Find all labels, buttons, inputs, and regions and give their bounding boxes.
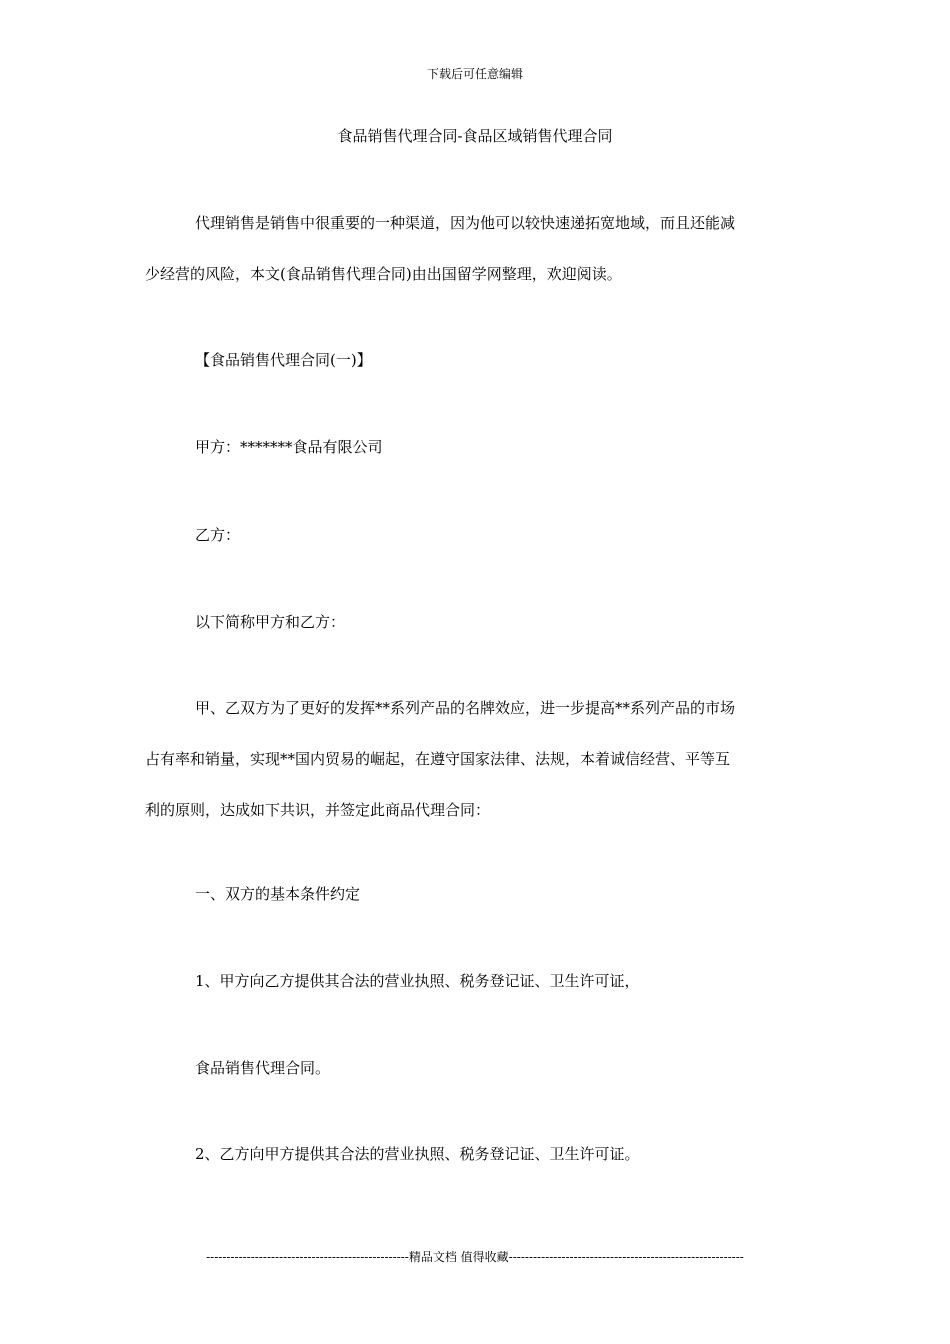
clause-1-continuation: 食品销售代理合同。: [195, 1059, 331, 1077]
document-title: 食品销售代理合同-食品区域销售代理合同: [337, 127, 613, 145]
preamble-line-2: 占有率和销量，实现**国内贸易的崛起，在遵守国家法律、法规，本着诚信经营、平等互: [145, 750, 731, 768]
party-b: 乙方：: [195, 526, 241, 544]
footer-text: --------------------------------------------------精品文档 值得收藏----------------------------------------------------------: [206, 1250, 744, 1264]
clause-1: 1、甲方向乙方提供其合法的营业执照、税务登记证、卫生许可证，: [195, 972, 640, 990]
preamble-line-1: 甲、乙双方为了更好的发挥**系列产品的名牌效应，进一步提高**系列产品的市场: [195, 699, 736, 717]
party-a: 甲方：*******食品有限公司: [195, 438, 383, 456]
intro-line-1: 代理销售是销售中很重要的一种渠道，因为他可以较快速递拓宽地域，而且还能减: [195, 214, 736, 232]
intro-line-2: 少经营的风险，本文(食品销售代理合同)由出国留学网整理，欢迎阅读。: [145, 265, 622, 283]
preamble-line-3: 利的原则，达成如下共识，并签定此商品代理合同：: [145, 801, 491, 819]
clause-heading: 一、双方的基本条件约定: [195, 885, 361, 903]
parties-abbreviation: 以下简称甲方和乙方：: [195, 613, 346, 631]
clause-2: 2、乙方向甲方提供其合法的营业执照、税务登记证、卫生许可证。: [195, 1145, 640, 1163]
section-heading: 【食品销售代理合同(一)】: [195, 351, 372, 369]
header-note: 下载后可任意编辑: [426, 67, 523, 81]
